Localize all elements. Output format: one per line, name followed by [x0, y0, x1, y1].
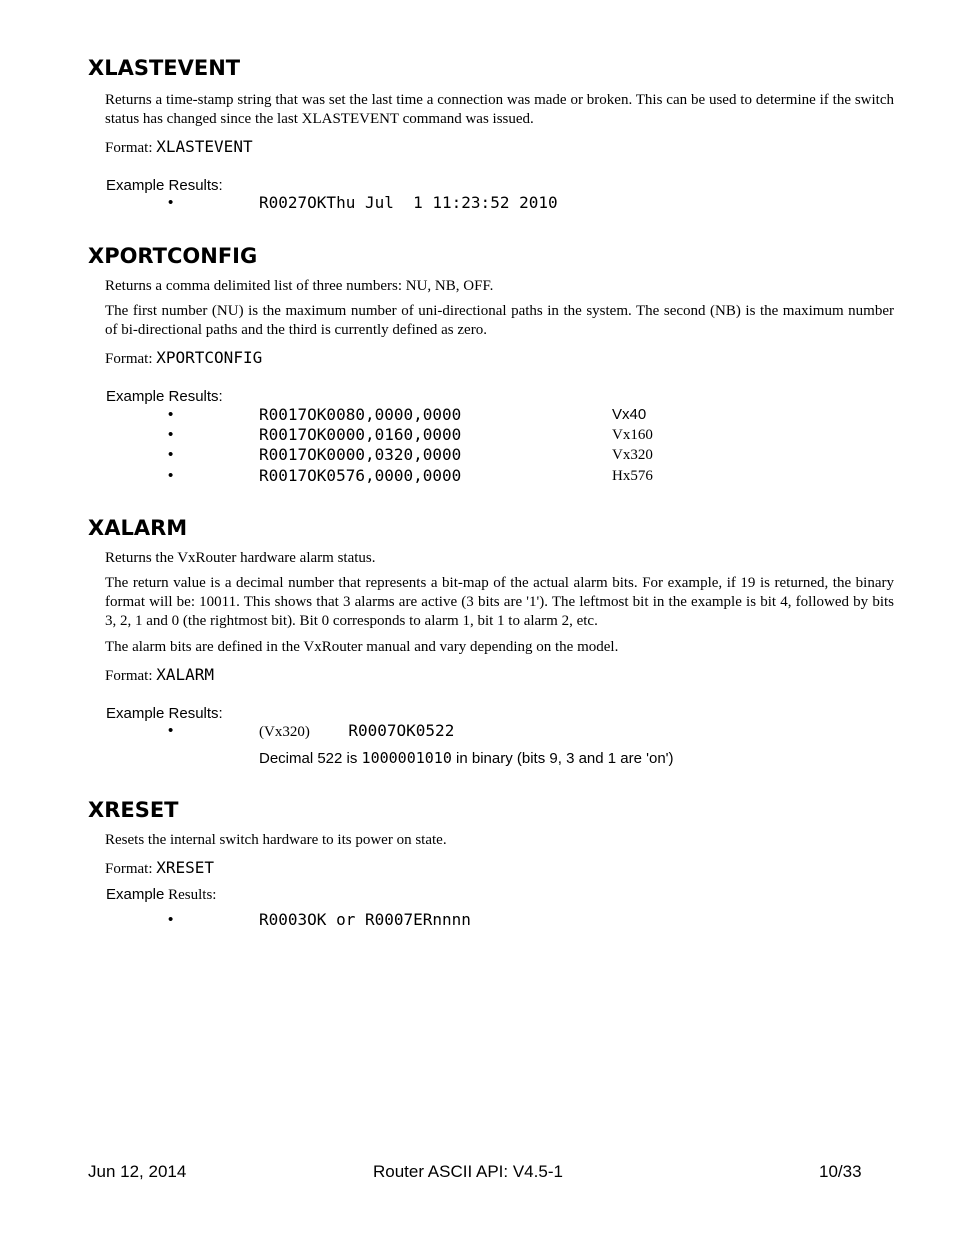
section-heading-xalarm: XALARM [88, 516, 188, 540]
format-label: Format: [105, 861, 157, 877]
note-prefix: Decimal 522 is [259, 750, 362, 767]
xportconfig-result-model: Vx320 [612, 447, 653, 463]
xreset-description: Resets the internal switch hardware to its power on state. [105, 832, 447, 848]
xreset-result: R0003OK or R0007ERnnnn [259, 910, 471, 929]
footer-date: Jun 12, 2014 [88, 1162, 187, 1181]
format-code: XALARM [156, 665, 215, 684]
footer-page-number: 10/33 [819, 1162, 862, 1181]
format-label: Format: [105, 351, 157, 367]
bullet: • [168, 406, 174, 423]
xalarm-note [259, 748, 674, 769]
xalarm-result-code: R0007OK0522 [348, 721, 455, 740]
xportconfig-result-model: Hx576 [612, 468, 653, 484]
section-heading-xlastevent: XLASTEVENT [88, 56, 241, 80]
xportconfig-result-code: R0017OK0080,0000,0000 [259, 405, 462, 424]
xalarm-paragraph-3: The alarm bits are defined in the VxRouter manual and vary depending on the model. [105, 639, 619, 655]
xportconfig-format [105, 348, 262, 369]
section-heading-xreset: XRESET [88, 798, 179, 822]
xlastevent-format [105, 137, 253, 158]
bullet: • [168, 194, 174, 211]
xalarm-paragraph-1: Returns the VxRouter hardware alarm status. [105, 550, 376, 566]
xportconfig-result-model: Vx40 [612, 406, 647, 423]
xalarm-result-model: (Vx320) [259, 724, 310, 740]
bullet: • [168, 426, 174, 443]
xalarm-example-label: Example Results: [106, 705, 223, 722]
note-suffix: in binary (bits 9, 3 and 1 are 'on') [451, 750, 674, 767]
bullet: • [168, 722, 174, 739]
xalarm-format [105, 665, 214, 686]
xportconfig-result-code: R0017OK0576,0000,0000 [259, 466, 462, 485]
xportconfig-paragraph-1: Returns a comma delimited list of three numbers: NU, NB, OFF. [105, 278, 494, 294]
bullet: • [168, 911, 174, 928]
xportconfig-result-code: R0017OK0000,0320,0000 [259, 445, 462, 464]
xreset-format [105, 858, 214, 879]
xalarm-result [259, 721, 454, 742]
format-code: XPORTCONFIG [156, 348, 263, 367]
bullet: • [168, 467, 174, 484]
xportconfig-paragraph-2: The first number (NU) is the maximum number of uni-directional paths in the system. The second (NB) is the maximum number of bi-directional paths and the third is currently defined as zero. [105, 303, 894, 338]
example-word: Example [106, 886, 165, 903]
format-code: XLASTEVENT [156, 137, 253, 156]
format-label: Format: [105, 668, 157, 684]
xlastevent-result: R0027OKThu Jul 1 11:23:52 2010 [259, 193, 558, 212]
xreset-example-label [106, 885, 216, 905]
format-code: XRESET [156, 858, 215, 877]
xalarm-paragraph-2: The return value is a decimal number that represents a bit-map of the actual alarm bits. For example, if 19 is returned, the binary format will be: 10011. This shows that 3 alarms are active (3 bits are '1'). The leftmost bit in the example is bit 4, followed by bits 3, 2, 1 and 0 (the rightmost bit). Bit 0 corresponds to alarm 1, bit 1 to alarm 2, etc. [105, 575, 894, 629]
results-word: Results: [164, 887, 217, 903]
bullet: • [168, 446, 174, 463]
xportconfig-result-model: Vx160 [612, 427, 653, 443]
xlastevent-example-label: Example Results: [106, 177, 223, 194]
xportconfig-result-code: R0017OK0000,0160,0000 [259, 425, 462, 444]
section-heading-xportconfig: XPORTCONFIG [88, 244, 258, 268]
footer-title: Router ASCII API: V4.5-1 [373, 1162, 563, 1181]
xlastevent-description: Returns a time-stamp string that was set the last time a connection was made or broken. This can be used to determine if the switch status has changed since the last XLASTEVENT command was issued. [105, 92, 894, 127]
xportconfig-example-label: Example Results: [106, 388, 223, 405]
note-binary-code: 1000001010 [361, 749, 452, 767]
format-label: Format: [105, 140, 157, 156]
